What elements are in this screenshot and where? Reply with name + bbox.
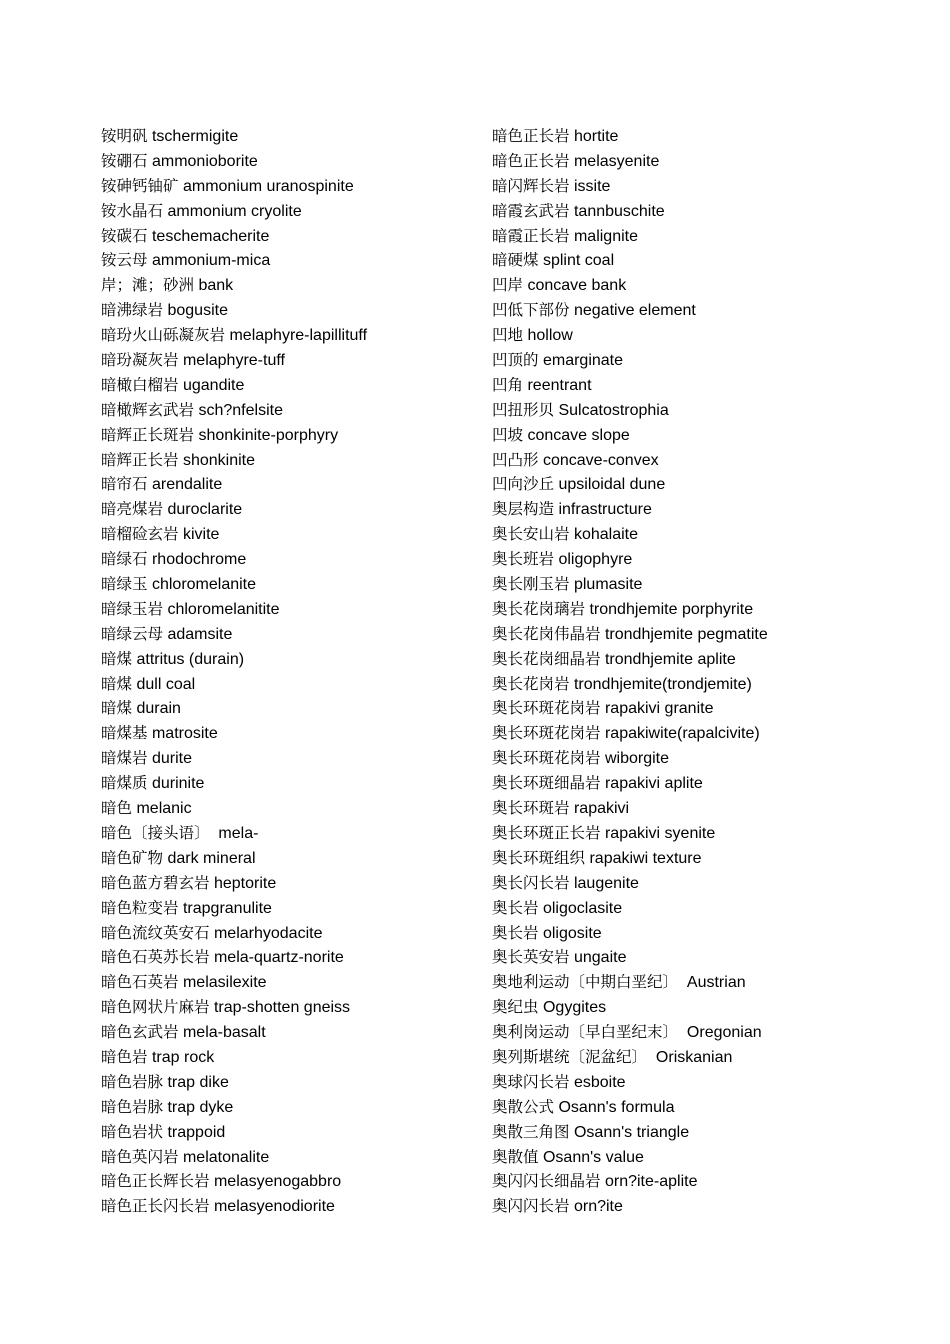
english-term: issite xyxy=(573,177,611,195)
chinese-term: 奥长环斑花岗岩 xyxy=(492,749,601,768)
glossary-entry xyxy=(101,672,481,697)
glossary-entry xyxy=(101,821,481,846)
english-term: durinite xyxy=(151,775,205,793)
english-term: Oriskanian xyxy=(651,1048,733,1066)
glossary-entry xyxy=(101,423,481,448)
english-term: trondhjemite aplite xyxy=(604,650,736,668)
glossary-entry xyxy=(492,622,932,647)
chinese-term: 暗玢凝灰岩 xyxy=(101,351,179,370)
glossary-entry xyxy=(492,1120,932,1145)
english-term: Osann's formula xyxy=(558,1098,675,1116)
chinese-term: 岸；滩；砂洲 xyxy=(101,276,195,295)
english-term: tannbuschite xyxy=(573,202,665,220)
glossary-entry xyxy=(492,472,932,497)
chinese-term: 暗榴硷玄岩 xyxy=(101,525,179,544)
glossary-entry xyxy=(492,1070,932,1095)
glossary-entry xyxy=(492,921,932,946)
english-term: trap dyke xyxy=(167,1098,234,1116)
english-term: trap dike xyxy=(167,1073,229,1091)
chinese-term: 暗色〔接头语〕 xyxy=(101,823,210,842)
english-term: ugandite xyxy=(182,376,245,394)
chinese-term: 奥闪闪长岩 xyxy=(492,1197,570,1216)
glossary-entry xyxy=(492,423,932,448)
glossary-entry xyxy=(101,1020,481,1045)
english-term: rapakiwi texture xyxy=(589,849,702,867)
glossary-entry xyxy=(101,572,481,597)
glossary-entry xyxy=(492,248,932,273)
english-term: melaphyre-lapillituff xyxy=(229,327,368,345)
english-term: melasyenite xyxy=(573,152,660,170)
chinese-term: 暗绿玉 xyxy=(101,575,148,594)
glossary-entry xyxy=(101,771,481,796)
english-term: matrosite xyxy=(151,725,218,743)
chinese-term: 凹凸形 xyxy=(492,450,539,469)
chinese-term: 暗煤 xyxy=(101,674,133,693)
chinese-term: 暗闪辉长岩 xyxy=(492,176,570,195)
english-term: oligoclasite xyxy=(542,899,623,917)
chinese-term: 凹岸 xyxy=(492,276,524,295)
glossary-entry xyxy=(101,622,481,647)
english-term: hollow xyxy=(527,327,573,345)
english-term: bogusite xyxy=(167,302,228,320)
glossary-entry xyxy=(492,696,932,721)
glossary-entry xyxy=(492,448,932,473)
chinese-term: 暗绿玉岩 xyxy=(101,599,164,618)
english-term: tschermigite xyxy=(151,128,239,145)
glossary-entry xyxy=(101,1095,481,1120)
chinese-term: 暗煤基 xyxy=(101,724,148,743)
glossary-entry xyxy=(492,547,932,572)
english-term: ammonioborite xyxy=(151,152,258,170)
glossary-entry xyxy=(101,522,481,547)
english-term: kohalaite xyxy=(573,526,639,544)
english-term: rapakiwite(rapalcivite) xyxy=(604,725,760,743)
english-term: dark mineral xyxy=(167,849,256,867)
english-term: rhodochrome xyxy=(151,551,247,569)
english-term: hortite xyxy=(573,128,619,145)
glossary-entry xyxy=(101,224,481,249)
glossary-entry xyxy=(492,647,932,672)
glossary-entry xyxy=(492,323,932,348)
chinese-term: 暗橄白榴岩 xyxy=(101,375,179,394)
english-term: concave bank xyxy=(527,277,627,295)
chinese-term: 暗霞正长岩 xyxy=(492,226,570,245)
chinese-term: 暗色英闪岩 xyxy=(101,1147,179,1166)
chinese-term: 奥散值 xyxy=(492,1147,539,1166)
chinese-term: 奥长环斑细晶岩 xyxy=(492,774,601,793)
chinese-term: 暗色岩状 xyxy=(101,1122,164,1141)
glossary-entry xyxy=(101,199,481,224)
english-term: splint coal xyxy=(542,252,615,270)
chinese-term: 暗色岩 xyxy=(101,1047,148,1066)
glossary-entry xyxy=(101,945,481,970)
english-term: concave slope xyxy=(527,426,630,444)
chinese-term: 暗色 xyxy=(101,799,133,818)
english-term: heptorite xyxy=(213,874,277,892)
chinese-term: 铵明矾 xyxy=(101,127,148,145)
english-term: ungaite xyxy=(573,949,627,967)
english-term: mela-quartz-norite xyxy=(213,949,344,967)
chinese-term: 暗硬煤 xyxy=(492,251,539,270)
english-term: durain xyxy=(136,700,181,718)
glossary-entry xyxy=(101,448,481,473)
glossary-entry xyxy=(492,1194,932,1219)
chinese-term: 铵硼石 xyxy=(101,151,148,170)
chinese-term: 暗色正长岩 xyxy=(492,151,570,170)
chinese-term: 凹角 xyxy=(492,375,524,394)
glossary-entry xyxy=(492,572,932,597)
english-term: wiborgite xyxy=(604,750,669,768)
glossary-entry xyxy=(492,497,932,522)
chinese-term: 暗亮煤岩 xyxy=(101,500,164,519)
glossary-entry xyxy=(101,1169,481,1194)
english-term: rapakivi granite xyxy=(604,700,714,718)
chinese-term: 暗色流纹英安石 xyxy=(101,923,210,942)
chinese-term: 奥长闪长岩 xyxy=(492,873,570,892)
glossary-entry xyxy=(101,149,481,174)
english-term: melanic xyxy=(136,800,192,818)
english-term: Ogygites xyxy=(542,999,607,1017)
glossary-entry xyxy=(101,398,481,423)
glossary-entry xyxy=(101,373,481,398)
glossary-entry xyxy=(101,1120,481,1145)
glossary-entry xyxy=(101,597,481,622)
glossary-entry xyxy=(101,796,481,821)
chinese-term: 奥纪虫 xyxy=(492,998,539,1017)
english-term: oligosite xyxy=(542,924,602,942)
glossary-entry xyxy=(492,796,932,821)
chinese-term: 铵云母 xyxy=(101,251,148,270)
glossary-entry xyxy=(492,1095,932,1120)
chinese-term: 凹坡 xyxy=(492,425,524,444)
chinese-term: 暗色玄武岩 xyxy=(101,1023,179,1042)
chinese-term: 奥长环斑花岗岩 xyxy=(492,724,601,743)
chinese-term: 暗色石英苏长岩 xyxy=(101,948,210,967)
english-term: duroclarite xyxy=(167,501,243,519)
chinese-term: 暗沸绿岩 xyxy=(101,301,164,320)
chinese-term: 暗色正长辉长岩 xyxy=(101,1172,210,1191)
english-term: negative element xyxy=(573,302,696,320)
english-term: orn?ite-aplite xyxy=(604,1173,698,1191)
glossary-entry xyxy=(101,547,481,572)
chinese-term: 奥闪闪长细晶岩 xyxy=(492,1172,601,1191)
chinese-term: 奥长花岗伟晶岩 xyxy=(492,624,601,643)
glossary-entry xyxy=(101,746,481,771)
glossary-entry xyxy=(492,995,932,1020)
chinese-term: 暗色岩脉 xyxy=(101,1097,164,1116)
chinese-term: 暗橄辉玄武岩 xyxy=(101,400,195,419)
glossary-entry xyxy=(101,348,481,373)
chinese-term: 奥长环斑正长岩 xyxy=(492,823,601,842)
english-term: orn?ite xyxy=(573,1198,623,1216)
chinese-term: 铵水晶石 xyxy=(101,201,164,220)
chinese-term: 暗煤岩 xyxy=(101,749,148,768)
english-term: rapakivi xyxy=(573,800,630,818)
glossary-entry xyxy=(492,298,932,323)
english-term: infrastructure xyxy=(558,501,652,519)
chinese-term: 铵碳石 xyxy=(101,226,148,245)
chinese-term: 奥长环斑组织 xyxy=(492,848,586,867)
english-term: adamsite xyxy=(167,625,233,643)
english-term: rapakivi syenite xyxy=(604,824,716,842)
glossary-entry xyxy=(492,522,932,547)
chinese-term: 奥长英安岩 xyxy=(492,948,570,967)
chinese-term: 奥长环斑花岗岩 xyxy=(492,699,601,718)
chinese-term: 凹低下部份 xyxy=(492,301,570,320)
english-term: melasyenogabbro xyxy=(213,1173,342,1191)
chinese-term: 奥长花岗岩 xyxy=(492,674,570,693)
english-term: malignite xyxy=(573,227,638,245)
english-term: esboite xyxy=(573,1073,626,1091)
chinese-term: 奥散三角图 xyxy=(492,1122,570,1141)
right-glossary-column xyxy=(492,124,932,1219)
glossary-entry xyxy=(492,871,932,896)
chinese-term: 奥长花岗璃岩 xyxy=(492,599,586,618)
glossary-entry xyxy=(101,298,481,323)
chinese-term: 暗霞玄武岩 xyxy=(492,201,570,220)
glossary-entry xyxy=(492,373,932,398)
glossary-entry xyxy=(101,472,481,497)
glossary-entry xyxy=(101,871,481,896)
glossary-entry xyxy=(492,597,932,622)
english-term: ammonium uranospinite xyxy=(182,177,354,195)
chinese-term: 暗辉正长岩 xyxy=(101,450,179,469)
glossary-entry xyxy=(492,273,932,298)
english-term: Austrian xyxy=(682,974,746,992)
english-term: chloromelanitite xyxy=(167,600,280,618)
glossary-entry xyxy=(492,1045,932,1070)
glossary-entry xyxy=(492,224,932,249)
glossary-entry xyxy=(492,398,932,423)
english-term: bank xyxy=(198,277,234,295)
glossary-entry xyxy=(492,1145,932,1170)
glossary-entry xyxy=(101,721,481,746)
chinese-term: 暗色正长闪长岩 xyxy=(101,1197,210,1216)
chinese-term: 奥长刚玉岩 xyxy=(492,575,570,594)
glossary-entry xyxy=(492,1169,932,1194)
english-term: Sulcatostrophia xyxy=(558,401,669,419)
english-term: dull coal xyxy=(136,675,196,693)
english-term: emarginate xyxy=(542,352,624,370)
chinese-term: 奥长环斑岩 xyxy=(492,799,570,818)
english-term: trapgranulite xyxy=(182,899,272,917)
english-term: shonkinite-porphyry xyxy=(198,426,339,444)
english-term: rapakivi aplite xyxy=(604,775,703,793)
english-term: kivite xyxy=(182,526,220,544)
glossary-entry xyxy=(492,896,932,921)
glossary-entry xyxy=(101,248,481,273)
glossary-entry xyxy=(101,970,481,995)
english-term: melatonalite xyxy=(182,1148,270,1166)
chinese-term: 奥长岩 xyxy=(492,898,539,917)
glossary-entry xyxy=(492,771,932,796)
glossary-entry xyxy=(492,821,932,846)
chinese-term: 奥层构造 xyxy=(492,500,555,519)
glossary-entry xyxy=(492,174,932,199)
chinese-term: 奥利岗运动〔早白垩纪末〕 xyxy=(492,1023,679,1042)
glossary-entry xyxy=(492,124,932,149)
glossary-entry xyxy=(492,348,932,373)
glossary-entry xyxy=(101,1145,481,1170)
glossary-entry xyxy=(101,696,481,721)
english-term: ammonium-mica xyxy=(151,252,271,270)
english-term: chloromelanite xyxy=(151,576,257,594)
chinese-term: 暗色粒变岩 xyxy=(101,898,179,917)
chinese-term: 暗煤质 xyxy=(101,774,148,793)
chinese-term: 暗煤 xyxy=(101,649,133,668)
chinese-term: 暗色网状片麻岩 xyxy=(101,998,210,1017)
glossary-entry xyxy=(101,647,481,672)
chinese-term: 奥长班岩 xyxy=(492,550,555,569)
chinese-term: 奥散公式 xyxy=(492,1097,555,1116)
english-term: Osann's value xyxy=(542,1148,644,1166)
english-term: upsiloidal dune xyxy=(558,476,666,494)
english-term: Oregonian xyxy=(682,1024,762,1042)
english-term: trondhjemite(trondjemite) xyxy=(573,675,752,693)
glossary-entry xyxy=(101,1194,481,1219)
chinese-term: 暗色岩脉 xyxy=(101,1072,164,1091)
chinese-term: 凹顶的 xyxy=(492,351,539,370)
glossary-entry xyxy=(101,846,481,871)
english-term: arendalite xyxy=(151,476,223,494)
english-term: sch?nfelsite xyxy=(198,401,283,419)
glossary-entry xyxy=(101,1045,481,1070)
english-term: trap-shotten gneiss xyxy=(213,999,351,1017)
english-term: melarhyodacite xyxy=(213,924,323,942)
glossary-entry xyxy=(492,199,932,224)
english-term: Osann's triangle xyxy=(573,1123,690,1141)
chinese-term: 奥列斯堪统〔泥盆纪〕 xyxy=(492,1047,648,1066)
glossary-entry xyxy=(492,970,932,995)
chinese-term: 暗色矿物 xyxy=(101,848,164,867)
glossary-entry xyxy=(492,149,932,174)
glossary-entry xyxy=(101,995,481,1020)
chinese-term: 凹扭形贝 xyxy=(492,400,555,419)
english-term: reentrant xyxy=(527,376,592,394)
english-term: trappoid xyxy=(167,1123,226,1141)
chinese-term: 暗辉正长斑岩 xyxy=(101,425,195,444)
chinese-term: 奥长安山岩 xyxy=(492,525,570,544)
english-term: melasyenodiorite xyxy=(213,1198,335,1216)
english-term: melasilexite xyxy=(182,974,267,992)
chinese-term: 奥地利运动〔中期白垩纪〕 xyxy=(492,973,679,992)
chinese-term: 暗帘石 xyxy=(101,475,148,494)
english-term: mela-basalt xyxy=(182,1024,266,1042)
chinese-term: 凹向沙丘 xyxy=(492,475,555,494)
chinese-term: 暗煤 xyxy=(101,699,133,718)
english-term: durite xyxy=(151,750,192,768)
chinese-term: 暗色正长岩 xyxy=(492,127,570,145)
glossary-entry xyxy=(492,721,932,746)
glossary-entry xyxy=(101,896,481,921)
glossary-entry xyxy=(101,273,481,298)
chinese-term: 暗色石英岩 xyxy=(101,973,179,992)
glossary-entry xyxy=(101,497,481,522)
glossary-entry xyxy=(101,1070,481,1095)
english-term: laugenite xyxy=(573,874,639,892)
chinese-term: 凹地 xyxy=(492,326,524,345)
chinese-term: 暗玢火山砾凝灰岩 xyxy=(101,326,226,345)
english-term: shonkinite xyxy=(182,451,256,469)
english-term: trap rock xyxy=(151,1048,215,1066)
english-term: melaphyre-tuff xyxy=(182,352,285,370)
glossary-entry xyxy=(492,846,932,871)
english-term: oligophyre xyxy=(558,551,633,569)
chinese-term: 奥球闪长岩 xyxy=(492,1072,570,1091)
glossary-entry xyxy=(101,124,481,149)
chinese-term: 奥长花岗细晶岩 xyxy=(492,649,601,668)
english-term: trondhjemite porphyrite xyxy=(589,600,754,618)
english-term: ammonium cryolite xyxy=(167,202,302,220)
chinese-term: 暗色蓝方碧玄岩 xyxy=(101,873,210,892)
glossary-entry xyxy=(492,1020,932,1045)
glossary-entry xyxy=(101,921,481,946)
english-term: attritus (durain) xyxy=(136,650,245,668)
left-glossary-column xyxy=(101,124,481,1219)
glossary-entry xyxy=(492,672,932,697)
glossary-entry xyxy=(101,174,481,199)
glossary-entry xyxy=(492,746,932,771)
english-term: plumasite xyxy=(573,576,643,594)
chinese-term: 奥长岩 xyxy=(492,923,539,942)
glossary-entry xyxy=(101,323,481,348)
english-term: trondhjemite pegmatite xyxy=(604,625,768,643)
chinese-term: 暗绿云母 xyxy=(101,624,164,643)
chinese-term: 铵砷钙铀矿 xyxy=(101,176,179,195)
english-term: mela- xyxy=(213,824,259,842)
english-term: concave-convex xyxy=(542,451,659,469)
glossary-entry xyxy=(492,945,932,970)
chinese-term: 暗绿石 xyxy=(101,550,148,569)
english-term: teschemacherite xyxy=(151,227,270,245)
